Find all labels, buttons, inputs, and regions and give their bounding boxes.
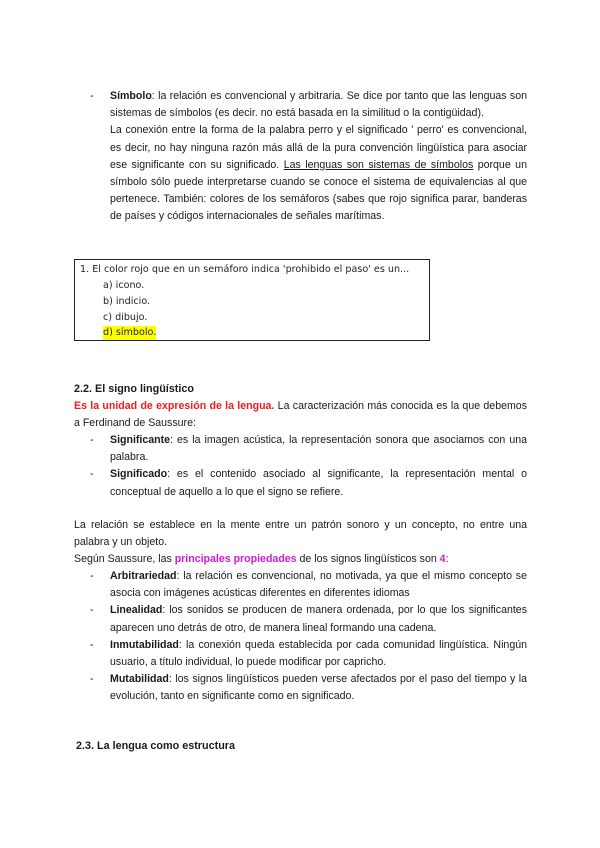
inmutabilidad-text: : la conexión queda establecida por cada comunidad lingüística. Ningún usuario, a título individual, lo puede modificar por capricho. [110, 638, 527, 669]
properties-count: 4 [439, 553, 446, 565]
list-item-mutabilidad [90, 671, 527, 705]
quiz-option-b: b) indicio. [103, 296, 151, 307]
section-heading-2-2: 2.2. El signo lingüístico [74, 383, 194, 395]
quiz-option-c: c) dibujo. [103, 312, 148, 323]
signo-definition [74, 398, 527, 432]
inmutabilidad-term: Inmutabilidad [110, 638, 179, 651]
simbolo-bullet [90, 88, 527, 226]
relacion-paragraph: La relación se establece en la mente entre un patrón sonoro y un concepto, no entre una palabra y un objeto. [74, 519, 527, 549]
properties-list [90, 568, 527, 706]
simbolo-p2-text-end: porque un símbolo sólo puede interpretarse cuando se conoce el sistema de equivalencias al que pertenece. También: colores de los semáforos (sabes que rojo significa parar, banderas de países y códigos internacionales de señales marítimas. [110, 158, 527, 223]
bullet-dash: - [90, 673, 94, 686]
bullet-dash: - [90, 604, 94, 617]
list-item-arbitrariedad [90, 568, 527, 602]
list-item-significado [90, 466, 527, 500]
significante-term: Significante [110, 434, 171, 446]
linealidad-text: : los sonidos se producen de manera ordenada, por lo que los significantes aparecen uno detrás de otro, de manera lineal formando una cadena. [110, 604, 527, 634]
principales-propiedades-highlight: principales propiedades [174, 553, 297, 565]
definition-highlight: Es la unidad de expresión de la lengua. [74, 400, 275, 412]
list-item-inmutabilidad [90, 637, 527, 671]
mutabilidad-term: Mutabilidad [110, 673, 169, 686]
significado-text: : es el contenido asociado al significante, la representación mental o conceptual de aquello a lo que el signo se refiere. [110, 468, 527, 498]
intro-text: Según Saussure, las [74, 553, 175, 565]
simbolo-term: Símbolo [110, 90, 152, 102]
bullet-dash: - [90, 434, 94, 446]
signo-components-list [90, 432, 527, 501]
quiz-box [74, 259, 430, 341]
simbolo-text: : la relación es convencional y arbitraria. Se dice por tanto que las lenguas son sistemas de símbolos (es decir. no está basada en la similitud o la contigüidad). [110, 90, 527, 120]
intro-text-cont: de los signos lingüísticos son [296, 553, 440, 565]
bullet-dash: - [90, 570, 94, 582]
definition-text: La caracterización más conocida es la que debemos a Ferdinand de Saussure: [74, 400, 527, 430]
list-item-significante [90, 432, 527, 466]
quiz-option-a: a) icono. [103, 280, 145, 291]
simbolo-paragraph [110, 122, 527, 225]
significado-term: Significado [110, 468, 168, 481]
saussure-intro [74, 551, 527, 568]
significante-text: : es la imagen acústica, la representación sonora que asociamos con una palabra. [110, 434, 527, 464]
arbitrariedad-term: Arbitrariedad [110, 570, 177, 582]
linealidad-term: Linealidad [110, 604, 163, 617]
simbolo-p2-text: La conexión entre la forma de la palabra perro y el significado ' perro' es convencional, es decir, no hay ninguna razón más allá de la pura convención lingüística para asociar ese significante con su significado. [110, 124, 527, 171]
arbitrariedad-text: : la relación es convencional, no motivada, ya que el mismo concepto se asocia con imágenes acústicas diferentes en diferentes idiomas [110, 570, 527, 600]
section-heading-2-3: 2.3. La lengua como estructura [76, 740, 236, 752]
quiz-question: 1. El color rojo que en un semáforo indica 'prohibido el paso' es un... [80, 264, 410, 275]
bullet-dash: - [90, 468, 94, 481]
intro-colon: : [445, 553, 449, 565]
bullet-dash: - [90, 638, 94, 651]
simbolo-p2-underlined: Las lenguas son sistemas de símbolos [283, 158, 474, 171]
bullet-dash: - [90, 90, 94, 102]
mutabilidad-text: : los signos lingüísticos pueden verse afectados por el paso del tiempo y la evolución, tanto en significante como en significado. [110, 673, 527, 703]
quiz-option-d: d) símbolo. [103, 327, 157, 338]
list-item-linealidad [90, 602, 527, 636]
